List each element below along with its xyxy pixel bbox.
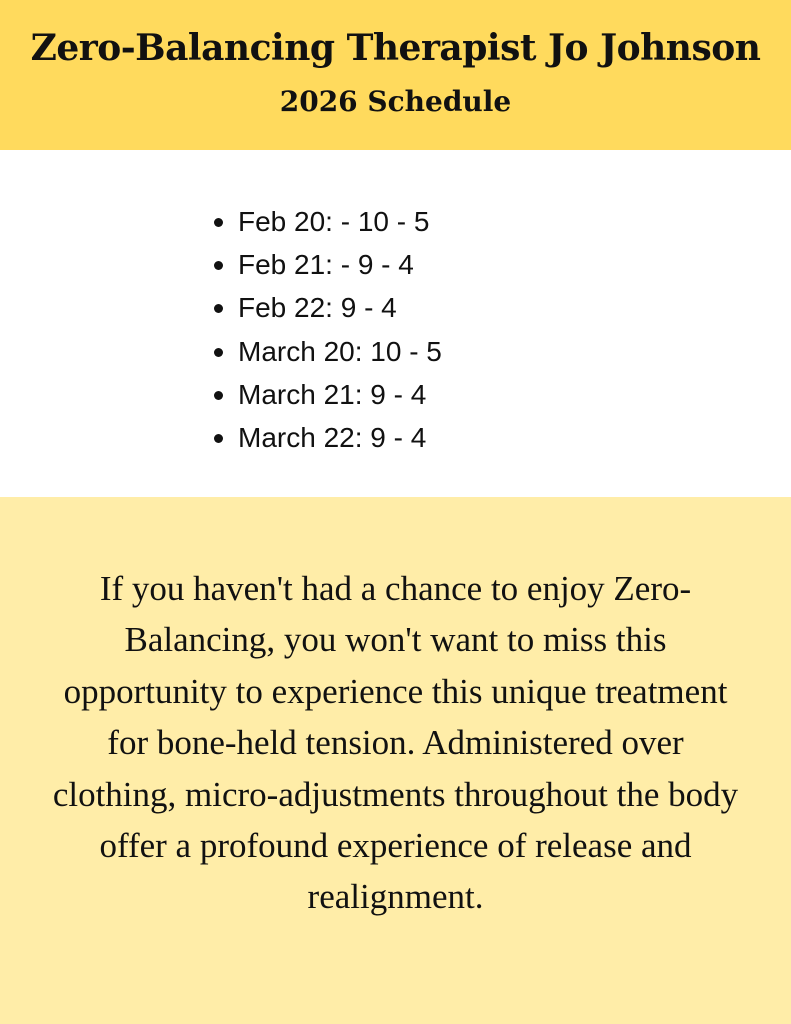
schedule-item [238, 330, 442, 373]
header-banner [0, 0, 791, 150]
schedule-item [238, 373, 442, 416]
schedule-item-text: Feb 22: 9 - 4 [238, 292, 397, 324]
schedule-item [238, 286, 442, 329]
bullet-icon [214, 218, 223, 227]
schedule-item-text: March 20: 10 - 5 [238, 335, 442, 367]
description-section [0, 497, 791, 1024]
schedule-item-text: March 22: 9 - 4 [238, 422, 427, 454]
bullet-icon [214, 391, 223, 400]
bullet-icon [214, 434, 223, 443]
page-subtitle: 2026 Schedule [279, 85, 512, 118]
schedule-item [238, 200, 442, 243]
schedule-item-text: Feb 21: - 9 - 4 [238, 249, 414, 281]
page-title: Zero-Balancing Therapist Jo Johnson [30, 27, 761, 69]
schedule-item [238, 416, 442, 459]
schedule-item [238, 243, 442, 286]
schedule-section [0, 150, 791, 497]
schedule-list [238, 200, 442, 459]
bullet-icon [214, 261, 223, 270]
bullet-icon [214, 304, 223, 313]
schedule-item-text: March 21: 9 - 4 [238, 378, 427, 410]
bullet-icon [214, 348, 223, 357]
schedule-item-text: Feb 20: - 10 - 5 [238, 206, 430, 237]
description-text: If you haven't had a chance to enjoy Zero-Balancing, you won't want to miss this opportunity to experience this unique treatment for bone-held tension. Administered over clothing, micro-adjustments throughout the body offer a profound experience of release and realignment. [52, 569, 739, 917]
